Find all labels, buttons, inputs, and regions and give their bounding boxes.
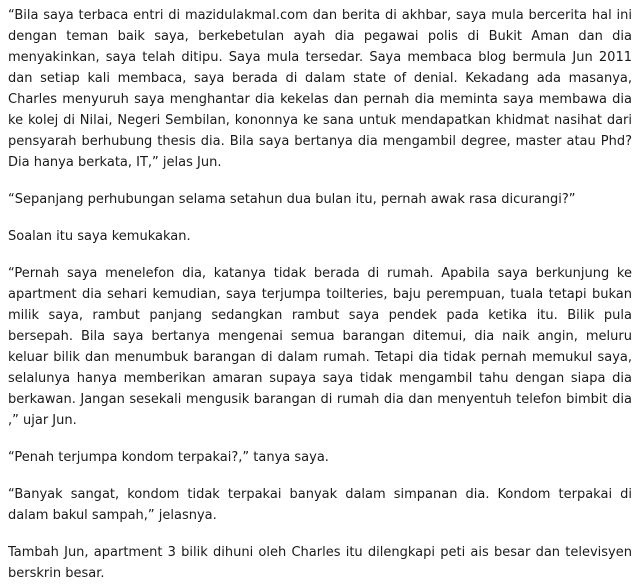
paragraph-3: Soalan itu saya kemukakan.: [8, 229, 191, 244]
paragraph-1: “Bila saya terbaca entri di mazidulakmal.com dan berita di akhbar, saya mula bercerita hal ini dengan teman baik saya, berkebetulan ayah dia pegawai polis di Bukit Aman dan dia menyakinkan, saya telah ditipu. Saya mula tersedar. Saya membaca blog bermula Jun 2011 dan setiap kali membaca, saya berada di dalam state of denial. Kekadang ada masanya, Charles menyuruh saya menghantar dia kekelas dan pernah dia meminta saya membawa dia ke kolej di Nilai, Negeri Sembilan, kononnya ke sana untuk mendapatkan khidmat nasihat dari pensyarah berhubung thesis dia. Bila saya bertanya dia mengambil degree, master atau Phd? Dia hanya berkata, IT,” jelas Jun.: [8, 8, 632, 170]
paragraph-6: “Banyak sangat, kondom tidak terpakai banyak dalam simpanan dia. Kondom terpakai di dalam bakul sampah,” jelasnya.: [8, 487, 632, 523]
paragraph-4: “Pernah saya menelefon dia, katanya tidak berada di rumah. Apabila saya berkunjung ke apartment dia sehari kemudian, saya terjumpa toilteries, baju perempuan, tuala tetapi bukan milik saya, rambut panjang sedangkan rambut saya pendek pada ketika itu. Bilik pula bersepah. Bila saya bertanya mengenai semua barangan ditemui, dia naik angin, meluru keluar bilik dan menumbuk barangan di dalam rumah. Tetapi dia tidak pernah memukul saya, selalunya hanya memberikan amaran supaya saya tidak mengambil tahu dengan siapa dia berkawan. Jangan sesekali mengusik barangan di rumah dia dan menyentuh telefon bimbit dia ,” ujar Jun.: [8, 266, 632, 428]
paragraph-2: “Sepanjang perhubungan selama setahun dua bulan itu, pernah awak rasa dicurangi?”: [8, 192, 576, 207]
paragraph-5: “Penah terjumpa kondom terpakai?,” tanya saya.: [8, 450, 329, 465]
paragraph-7: Tambah Jun, apartment 3 bilik dihuni oleh Charles itu dilengkapi peti ais besar dan televisyen berskrin besar.: [8, 545, 632, 581]
